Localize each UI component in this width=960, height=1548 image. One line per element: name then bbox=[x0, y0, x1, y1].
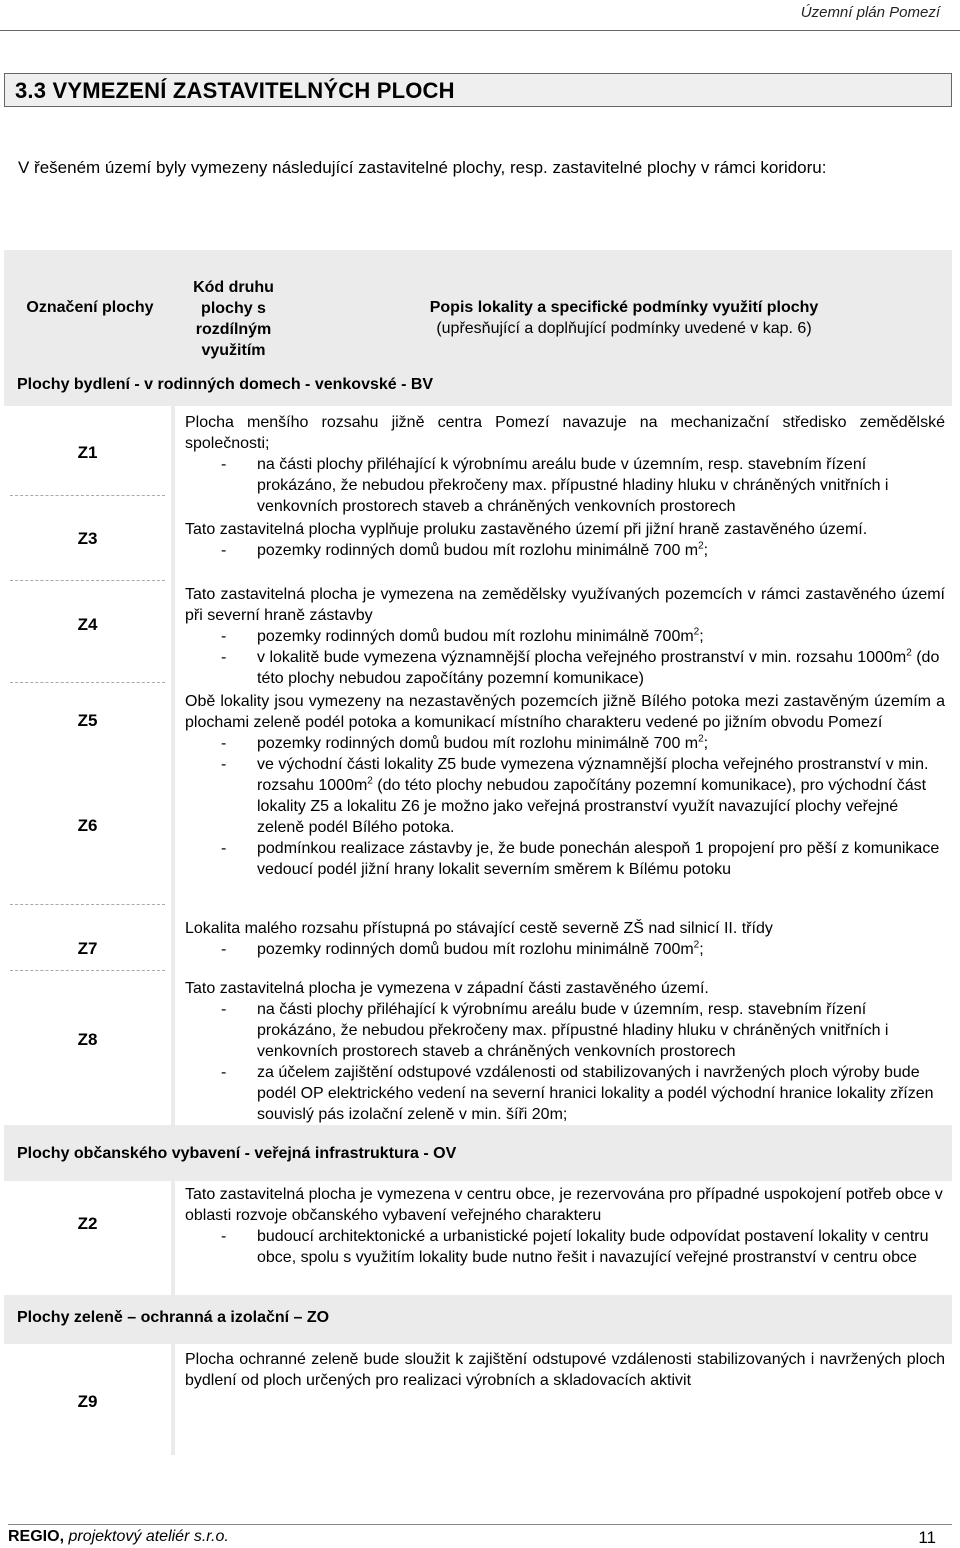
code-column-ov bbox=[4, 1181, 171, 1295]
bullet-item: - pozemky rodinných domů budou mít rozlohu minimálně $700m^2$; bbox=[221, 939, 704, 958]
zone-code-z5: Z5 bbox=[77, 711, 98, 730]
bullet-item: - pozemky rodinných domů budou mít rozlohu minimálně 700 $m^2$; bbox=[221, 540, 709, 559]
intro-paragraph: V řešeném území byly vymezeny následující zastavitelné plochy, resp. zastavitelné plochy v rámci koridoru: bbox=[18, 158, 827, 177]
description-text: Obě lokality jsou vymezeny na nezastavěných pozemcích jižně Bílého potoka mezi zastavěným územím a plochami zeleně podél potoka a komunikací místního charakteru vedené po jižním obvodu Pomezí bbox=[185, 693, 945, 731]
row-separator bbox=[10, 904, 165, 905]
description-text: Plocha menšího rozsahu jižně centra Pomezí navazuje na mechanizační středisko zemědělské společnosti; bbox=[185, 414, 945, 452]
bullet-item: - na části plochy přiléhající k výrobnímu areálu bude v územním, resp. stavebním řízení prokázáno, že nebudou překročeny max. přípustné hladiny hluku v chráněných vnitřních i venkovních prostorech staveb a chráněných venkovních prostorech bbox=[221, 1001, 889, 1060]
column-header-designation: Označení plochy bbox=[26, 299, 154, 316]
zone-description-z7 bbox=[185, 918, 945, 960]
description-text: Tato zastavitelná plocha vyplňuje proluku zastavěného území při jižní hraně zastavěného území. bbox=[185, 521, 868, 538]
bullet-item: - za účelem zajištění odstupové vzdálenosti od stabilizovaných i navržených ploch výroby bude podél OP elektrického vedení na severní hranici lokality a podél východní hranice lokality zřízen souvislý pás izolační zeleně v min. šíři 20m; bbox=[221, 1064, 934, 1123]
bullet-item: - pozemky rodinných domů budou mít rozlohu minimálně 700 $m^2$; bbox=[221, 733, 709, 752]
row-separator bbox=[10, 970, 165, 971]
zone-description-z9 bbox=[185, 1349, 945, 1391]
row-separator bbox=[10, 682, 165, 683]
footer-company: REGIO, projektový ateliér s.r.o. bbox=[8, 1528, 229, 1545]
description-text: Plocha ochranné zeleně bude sloužit k zajištění odstupové vzdálenosti stabilizovaných i navržených ploch bydlení od ploch určených pro realizaci výrobních a skladovacích aktivit bbox=[185, 1351, 945, 1389]
zone-description-z1 bbox=[185, 412, 945, 517]
zone-code-z9: Z9 bbox=[77, 1392, 98, 1411]
code-column-bv bbox=[4, 406, 171, 1125]
header-divider bbox=[0, 30, 960, 31]
column-header-code: Kód druhu plochy s rozdílným využitím bbox=[193, 279, 274, 359]
zone-code-z6: Z6 bbox=[77, 816, 98, 835]
column-header-description bbox=[394, 297, 854, 339]
group-heading-ov: Plochy občanského vybavení - veřejná infrastruktura - OV bbox=[17, 1145, 457, 1162]
bullet-item: - podmínkou realizace zástavby je, že bude ponechán alespoň 1 propojení pro pěší z komunikace vedoucí podél jižní hrany lokalit severním směrem k Bílému potoku bbox=[221, 840, 940, 878]
description-text: Lokalita malého rozsahu přístupná po stávající cestě severně ZŠ nad silnicí II. třídy bbox=[185, 920, 773, 937]
zone-description-z2 bbox=[185, 1184, 945, 1268]
row-separator bbox=[10, 580, 165, 581]
footer-divider bbox=[8, 1524, 952, 1525]
bullet-item: - pozemky rodinných domů budou mít rozlohu minimálně $700m^2$; bbox=[221, 626, 704, 645]
description-text: Tato zastavitelná plocha je vymezena na zemědělsky využívaných pozemcích v rámci zastavěného území při severní hraně zástavby bbox=[185, 586, 945, 624]
zone-code-z8: Z8 bbox=[77, 1030, 98, 1049]
row-separator bbox=[10, 495, 165, 496]
description-text: Tato zastavitelná plocha je vymezena v centru obce, je rezervována pro případné uspokojení potřeb obce v oblasti rozvoje občanského vybavení veřejného charakteru bbox=[185, 1186, 943, 1224]
group-heading-bv: Plochy bydlení - v rodinných domech - venkovské - BV bbox=[17, 376, 434, 393]
bullet-item: - budoucí architektonické a urbanistické pojetí lokality bude odpovídat postavení lokality v centru obce, spolu s využitím lokality bude nutno řešit i navazující veřejné prostranství v centru obce bbox=[221, 1228, 929, 1266]
bullet-item: - ve východní části lokality Z5 bude vymezena významnější plocha veřejného prostranství v min. rozsahu $1000m^2$ (do této plochy nebudou započítány pozemní komunikace), pro východní část lokality Z5 a lokalitu Z6 je možno jako veřejná prostranství využít navazující plochy veřejné zeleně podél Bílého potoka. bbox=[221, 756, 929, 836]
column-header-description-title: Popis lokality a specifické podmínky využití plochy bbox=[429, 299, 819, 316]
description-text: Tato zastavitelná plocha je vymezena v západní části zastavěného území. bbox=[185, 980, 709, 997]
zone-description-z3 bbox=[185, 519, 945, 561]
zone-code-z1: Z1 bbox=[77, 443, 98, 462]
bullet-item: - na části plochy přiléhající k výrobnímu areálu bude v územním, resp. stavebním řízení prokázáno, že nebudou překročeny max. přípustné hladiny hluku v chráněných vnitřních i venkovních prostorech staveb a chráněných venkovních prostorech bbox=[221, 456, 889, 515]
page-number: 11 bbox=[918, 1528, 936, 1547]
group-heading-zo: Plochy zeleně – ochranná a izolační – ZO bbox=[17, 1309, 330, 1326]
column-header-description-sub: (upřesňující a doplňující podmínky uvedené v kap. 6) bbox=[436, 320, 812, 337]
zone-code-z2: Z2 bbox=[77, 1214, 98, 1233]
zone-code-z4: Z4 bbox=[77, 615, 98, 634]
zone-description-z5-z6 bbox=[185, 691, 945, 880]
zone-description-z8 bbox=[185, 978, 945, 1125]
bullet-item: - v lokalitě bude vymezena významnější plocha veřejného prostranství v min. rozsahu $1000m^2$ (do této plochy nebudou započítány pozemní komunikace) bbox=[221, 647, 940, 687]
zone-code-z7: Z7 bbox=[77, 939, 98, 958]
document-header-title: Územní plán Pomezí bbox=[800, 4, 940, 21]
zone-description-z4 bbox=[185, 584, 945, 689]
section-heading: 3.3 VYMEZENÍ ZASTAVITELNÝCH PLOCH bbox=[4, 73, 952, 107]
zone-code-z3: Z3 bbox=[77, 529, 98, 548]
